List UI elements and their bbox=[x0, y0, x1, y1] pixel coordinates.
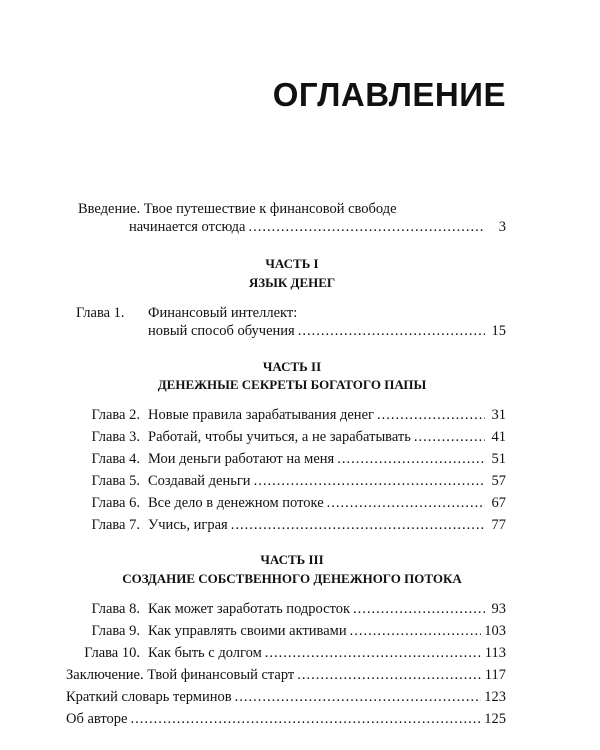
page-number: 41 bbox=[491, 429, 506, 445]
toc-entry-conclusion bbox=[66, 666, 506, 684]
chapter-label: Глава 9. bbox=[91, 623, 140, 639]
chapter-title: Как может заработать подросток bbox=[148, 601, 351, 617]
chapter-title: Новые правила зарабатывания денег bbox=[148, 407, 374, 423]
page-number: 103 bbox=[484, 623, 506, 639]
part-2-name: ДЕНЕЖНЫЕ СЕКРЕТЫ БОГАТОГО ПАПЫ bbox=[157, 377, 427, 392]
chapter-1-line1: Финансовый интеллект: bbox=[148, 305, 298, 321]
toc-entry-intro bbox=[129, 218, 506, 236]
entry-title: Об авторе bbox=[66, 711, 128, 727]
chapter-1-label: Глава 1. bbox=[76, 305, 125, 321]
toc-entry-chapter-2 bbox=[76, 406, 506, 424]
chapter-label: Глава 7. bbox=[91, 517, 140, 533]
entry-title: Краткий словарь терминов bbox=[66, 689, 232, 705]
chapter-title: новый способ обучения bbox=[148, 323, 295, 339]
toc-entry-chapter-10 bbox=[66, 644, 506, 662]
toc-entry-chapter-8 bbox=[66, 600, 506, 618]
chapter-title: Учись, играя bbox=[148, 517, 228, 533]
page-number: 117 bbox=[484, 667, 506, 683]
dot-leader bbox=[350, 622, 482, 640]
page-number: 57 bbox=[491, 473, 506, 489]
page-number: 77 bbox=[491, 517, 506, 533]
chapter-title: Работай, чтобы учиться, а не зарабатывать bbox=[148, 429, 411, 445]
chapter-label: Глава 6. bbox=[91, 495, 140, 511]
page-number: 123 bbox=[484, 689, 506, 705]
page-number: 113 bbox=[484, 645, 506, 661]
dot-leader bbox=[297, 666, 482, 684]
page-number: 125 bbox=[484, 711, 506, 727]
part-1-number: ЧАСТЬ I bbox=[265, 256, 319, 271]
chapter-title: Как управлять своими активами bbox=[148, 623, 347, 639]
page-number: 93 bbox=[491, 601, 506, 617]
toc-entry-chapter-7 bbox=[76, 516, 506, 534]
dot-leader bbox=[337, 450, 485, 468]
part-3-number: ЧАСТЬ III bbox=[260, 552, 324, 567]
toc-entry-chapter-1 bbox=[148, 322, 506, 340]
toc-entry-chapter-9 bbox=[66, 622, 506, 640]
intro-line1: Введение. Твое путешествие к финансовой свободе bbox=[78, 201, 397, 217]
dot-leader bbox=[130, 710, 481, 728]
chapter-title: Создавай деньги bbox=[148, 473, 251, 489]
chapter-label: Глава 2. bbox=[91, 407, 140, 423]
toc-entry-about-author bbox=[66, 710, 506, 728]
chapter-label: Глава 3. bbox=[91, 429, 140, 445]
dot-leader bbox=[254, 472, 485, 490]
part-2-number: ЧАСТЬ II bbox=[262, 359, 322, 374]
part-1-name: ЯЗЫК ДЕНЕГ bbox=[248, 275, 336, 290]
dot-leader bbox=[414, 428, 485, 446]
toc-entry-glossary bbox=[66, 688, 506, 706]
toc-entry-chapter-6 bbox=[76, 494, 506, 512]
chapter-label: Глава 10. bbox=[84, 645, 140, 661]
page-title: ОГЛАВЛЕНИЕ bbox=[272, 76, 506, 113]
toc-entry-chapter-3 bbox=[76, 428, 506, 446]
page-number: 3 bbox=[498, 219, 506, 235]
chapter-label: Глава 4. bbox=[91, 451, 140, 467]
dot-leader bbox=[235, 688, 482, 706]
dot-leader bbox=[248, 218, 485, 236]
page-number: 51 bbox=[491, 451, 506, 467]
entry-title: Заключение. Твой финансовый старт bbox=[66, 667, 295, 683]
page-number: 31 bbox=[491, 407, 506, 423]
part-3-name: СОЗДАНИЕ СОБСТВЕННОГО ДЕНЕЖНОГО ПОТОКА bbox=[122, 571, 462, 586]
page-number: 15 bbox=[491, 323, 506, 339]
dot-leader bbox=[377, 406, 485, 424]
dot-leader bbox=[353, 600, 485, 618]
dot-leader bbox=[327, 494, 485, 512]
dot-leader bbox=[231, 516, 485, 534]
dot-leader bbox=[298, 322, 485, 340]
chapter-title: Мои деньги работают на меня bbox=[148, 451, 335, 467]
page-number: 67 bbox=[491, 495, 506, 511]
chapter-label: Глава 8. bbox=[91, 601, 140, 617]
chapter-title: Как быть с долгом bbox=[148, 645, 262, 661]
toc-entry-chapter-4 bbox=[76, 450, 506, 468]
chapter-title: Все дело в денежном потоке bbox=[148, 495, 324, 511]
chapter-label: Глава 5. bbox=[91, 473, 140, 489]
intro-title: начинается отсюда bbox=[129, 219, 246, 235]
toc-entry-chapter-5 bbox=[76, 472, 506, 490]
dot-leader bbox=[265, 644, 482, 662]
